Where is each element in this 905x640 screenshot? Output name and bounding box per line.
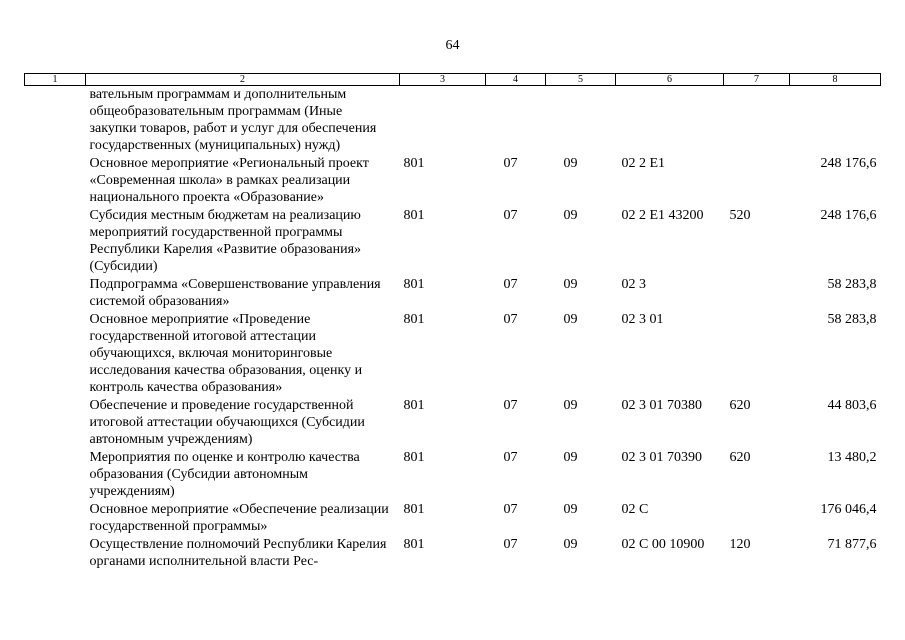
row-ved: 801 xyxy=(403,537,425,552)
row-name: Обеспечение и проведение государственной итоговой аттестации обучающихся (Субсидии автономным учреждениям) xyxy=(89,398,365,447)
row-pr: 09 xyxy=(563,502,578,517)
row-name: Основное мероприятие «Проведение государственной итоговой аттестации обучающихся, включая мониторинговые исследования качества образования, оценку и контроль качества образования» xyxy=(89,312,363,395)
table-row xyxy=(25,449,881,501)
row-sum: 44 803,6 xyxy=(827,398,877,413)
table-row xyxy=(25,397,881,449)
row-ved: 801 xyxy=(403,277,425,292)
row-rz: 07 xyxy=(503,312,518,327)
table-row xyxy=(25,207,881,276)
row-vr: 620 xyxy=(729,450,751,465)
row-ved xyxy=(400,86,486,156)
row-sum: 71 877,6 xyxy=(827,537,877,552)
table-row xyxy=(25,86,881,156)
col-header-8: 8 xyxy=(790,74,881,86)
row-ved: 801 xyxy=(403,502,425,517)
row-number xyxy=(25,207,86,276)
row-vr: 620 xyxy=(729,398,751,413)
row-csr: 02 3 01 70390 xyxy=(621,450,702,465)
row-pr: 09 xyxy=(563,312,578,327)
row-number xyxy=(25,276,86,311)
row-ved: 801 xyxy=(403,312,425,327)
row-number xyxy=(25,155,86,207)
row-rz: 07 xyxy=(503,450,518,465)
row-sum xyxy=(790,86,881,156)
row-csr: 02 2 E1 xyxy=(621,156,666,171)
row-name: Основное мероприятие «Обеспечение реализации государственной программы» xyxy=(89,502,389,534)
row-ved: 801 xyxy=(403,450,425,465)
row-rz: 07 xyxy=(503,537,518,552)
row-rz xyxy=(486,86,546,156)
row-pr xyxy=(546,86,616,156)
row-number xyxy=(25,449,86,501)
col-header-2: 2 xyxy=(86,74,400,86)
table-row xyxy=(25,276,881,311)
row-csr: 02 C 00 10900 xyxy=(621,537,705,552)
row-sum: 58 283,8 xyxy=(827,277,877,292)
row-rz: 07 xyxy=(503,502,518,517)
row-csr: 02 3 01 xyxy=(621,312,664,327)
row-ved: 801 xyxy=(403,398,425,413)
col-header-7: 7 xyxy=(724,74,790,86)
row-ved: 801 xyxy=(403,156,425,171)
row-vr xyxy=(724,276,790,311)
row-vr xyxy=(724,86,790,156)
table-row xyxy=(25,501,881,536)
row-rz: 07 xyxy=(503,208,518,223)
row-number xyxy=(25,397,86,449)
row-csr: 02 3 01 70380 xyxy=(621,398,702,413)
col-header-3: 3 xyxy=(400,74,486,86)
row-csr xyxy=(616,86,724,156)
row-csr: 02 2 E1 43200 xyxy=(621,208,704,223)
row-name: Мероприятия по оценке и контролю качества образования (Субсидии автономным учреждениям) xyxy=(89,450,360,499)
row-name: Осуществление полномочий Республики Карелия органами исполнительной власти Рес- xyxy=(89,537,387,569)
row-number xyxy=(25,311,86,397)
table-row xyxy=(25,536,881,571)
row-sum: 13 480,2 xyxy=(827,450,877,465)
row-number xyxy=(25,536,86,571)
row-pr: 09 xyxy=(563,537,578,552)
row-pr: 09 xyxy=(563,208,578,223)
row-sum: 248 176,6 xyxy=(820,208,877,223)
row-pr: 09 xyxy=(563,156,578,171)
table-row xyxy=(25,155,881,207)
row-sum: 176 046,4 xyxy=(820,502,877,517)
row-name: вательным программам и дополнительным общеобразовательным программам (Иные закупки товаров, работ и услуг для обеспечения государственных (муниципальных) нужд) xyxy=(89,87,377,153)
header-row xyxy=(25,74,881,86)
row-name: Подпрограмма «Совершенствование управления системой образования» xyxy=(89,277,381,309)
row-name: Субсидия местным бюджетам на реализацию мероприятий государственной программы Республики Карелия «Развитие образования» (Субсидии) xyxy=(89,208,362,274)
budget-table xyxy=(24,73,881,571)
row-vr: 120 xyxy=(729,537,751,552)
row-sum: 248 176,6 xyxy=(820,156,877,171)
row-csr: 02 3 xyxy=(621,277,646,292)
row-rz: 07 xyxy=(503,398,518,413)
row-name: Основное мероприятие «Региональный проект «Современная школа» в рамках реализации национального проекта «Образование» xyxy=(89,156,369,205)
row-vr xyxy=(724,311,790,397)
row-vr xyxy=(724,501,790,536)
col-header-1: 1 xyxy=(25,74,86,86)
row-csr: 02 C xyxy=(621,502,649,517)
row-ved: 801 xyxy=(403,208,425,223)
table-row xyxy=(25,311,881,397)
col-header-4: 4 xyxy=(486,74,546,86)
row-vr xyxy=(724,155,790,207)
row-rz: 07 xyxy=(503,277,518,292)
page-number: 64 xyxy=(445,38,460,53)
row-number xyxy=(25,86,86,156)
row-number xyxy=(25,501,86,536)
row-pr: 09 xyxy=(563,450,578,465)
row-rz: 07 xyxy=(503,156,518,171)
col-header-5: 5 xyxy=(546,74,616,86)
row-vr: 520 xyxy=(729,208,751,223)
row-pr: 09 xyxy=(563,398,578,413)
col-header-6: 6 xyxy=(616,74,724,86)
row-sum: 58 283,8 xyxy=(827,312,877,327)
row-pr: 09 xyxy=(563,277,578,292)
